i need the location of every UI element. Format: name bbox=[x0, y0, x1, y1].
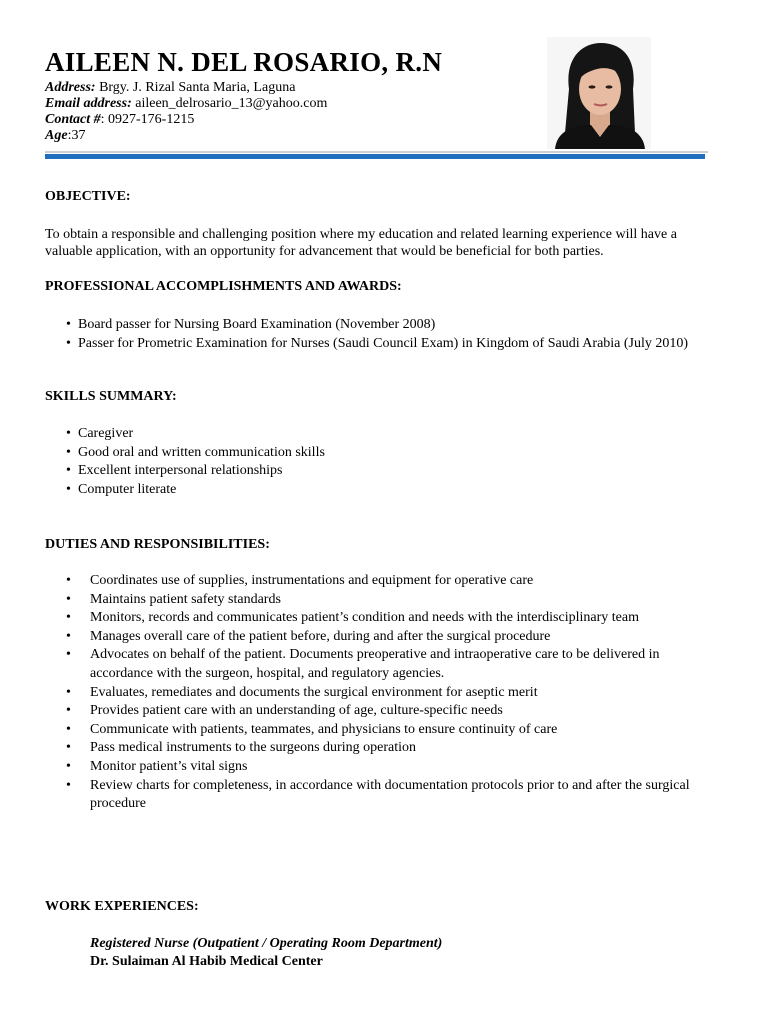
list-item bbox=[66, 628, 716, 647]
duty-text: Advocates on behalf of the patient. Documents preoperative and intraoperative care to be delivered in accordance with the surgeon, hospital, and regulatory agencies. bbox=[90, 647, 660, 681]
skill-text: Excellent interpersonal relationships bbox=[78, 463, 283, 478]
list-item bbox=[66, 591, 716, 610]
list-item bbox=[66, 425, 716, 444]
list-item bbox=[66, 462, 716, 481]
bullet-icon: • bbox=[66, 610, 71, 626]
duty-text: Monitors, records and communicates patient’s condition and needs with the interdisciplinary team bbox=[90, 610, 639, 626]
bullet-icon: • bbox=[66, 684, 71, 700]
skills-list bbox=[66, 425, 716, 499]
accomplishment-text: Passer for Prometric Examination for Nurses (Saudi Council Exam) in Kingdom of Saudi Arabia (July 2010) bbox=[78, 335, 689, 351]
bullet-icon: • bbox=[66, 444, 71, 460]
bullet-icon: • bbox=[66, 777, 71, 793]
profile-photo bbox=[547, 37, 651, 149]
profile-photo-portrait bbox=[547, 37, 651, 149]
duty-text: Provides patient care with an understanding of age, culture-specific needs bbox=[90, 703, 503, 719]
list-item bbox=[66, 684, 716, 703]
accomplishments-list bbox=[66, 316, 716, 353]
list-item bbox=[66, 572, 716, 591]
bullet-icon: • bbox=[66, 740, 71, 756]
list-item bbox=[66, 702, 716, 721]
duty-text: Coordinates use of supplies, instrumentations and equipment for operative care bbox=[90, 573, 534, 588]
email-label: Email address: bbox=[45, 96, 132, 111]
bullet-icon: • bbox=[66, 481, 71, 497]
job-title: Registered Nurse (Outpatient / Operating Room Department) bbox=[90, 936, 443, 951]
list-item bbox=[66, 739, 716, 758]
age-label: Age bbox=[45, 128, 68, 143]
contact-label: Contact # bbox=[45, 112, 101, 127]
duty-text: Manages overall care of the patient before, during and after the surgical procedure bbox=[90, 628, 551, 644]
bullet-icon: • bbox=[66, 335, 71, 351]
contact-value: : 0927-176-1215 bbox=[100, 112, 195, 127]
accomplishments-heading: PROFESSIONAL ACCOMPLISHMENTS AND AWARDS: bbox=[45, 279, 402, 294]
bullet-icon: • bbox=[66, 758, 71, 774]
bullet-icon: • bbox=[66, 703, 71, 719]
work-heading: WORK EXPERIENCES: bbox=[45, 899, 199, 914]
bullet-icon: • bbox=[66, 628, 71, 644]
age-row bbox=[45, 128, 327, 144]
bullet-icon: • bbox=[66, 463, 71, 478]
objective-heading: OBJECTIVE: bbox=[45, 189, 131, 204]
duty-text: Pass medical instruments to the surgeons during operation bbox=[90, 740, 416, 756]
bullet-icon: • bbox=[66, 573, 71, 588]
list-item bbox=[66, 609, 716, 628]
accomplishment-text: Board passer for Nursing Board Examination (November 2008) bbox=[78, 317, 436, 332]
employer-name: Dr. Sulaiman Al Habib Medical Center bbox=[90, 954, 323, 969]
bullet-icon: • bbox=[66, 591, 71, 607]
email-row bbox=[45, 96, 327, 112]
skill-text: Good oral and written communication skills bbox=[78, 444, 325, 460]
job-block bbox=[90, 935, 442, 971]
address-row bbox=[45, 80, 327, 96]
duty-text: Evaluates, remediates and documents the surgical environment for aseptic merit bbox=[90, 684, 538, 700]
objective-text: To obtain a responsible and challenging position where my education and related learning experience will have a valuable application, with an opportunity for advancement that would be beneficial for both parties. bbox=[45, 227, 677, 259]
list-item bbox=[66, 481, 716, 500]
duties-list bbox=[66, 572, 716, 814]
duty-text: Review charts for completeness, in accordance with documentation protocols prior to and after the surgical procedure bbox=[90, 777, 690, 812]
duty-text: Monitor patient’s vital signs bbox=[90, 758, 248, 774]
duty-text: Maintains patient safety standards bbox=[90, 591, 281, 607]
list-item bbox=[66, 316, 716, 335]
list-item bbox=[66, 777, 716, 814]
skill-text: Computer literate bbox=[78, 481, 177, 497]
duties-heading: DUTIES AND RESPONSIBILITIES: bbox=[45, 537, 270, 552]
skill-text: Caregiver bbox=[78, 426, 134, 441]
skills-heading: SKILLS SUMMARY: bbox=[45, 389, 177, 404]
bullet-icon: • bbox=[66, 647, 71, 663]
applicant-name: AILEEN N. DEL ROSARIO, R.N bbox=[45, 47, 443, 77]
list-item bbox=[66, 444, 716, 463]
list-item bbox=[66, 646, 716, 683]
bullet-icon: • bbox=[66, 721, 71, 737]
address-value: Brgy. J. Rizal Santa Maria, Laguna bbox=[95, 80, 296, 95]
duty-text: Communicate with patients, teammates, and physicians to ensure continuity of care bbox=[90, 721, 558, 737]
contact-number-row bbox=[45, 112, 327, 128]
list-item bbox=[66, 335, 716, 354]
bullet-icon: • bbox=[66, 426, 71, 441]
contact-block bbox=[45, 80, 327, 144]
bullet-icon: • bbox=[66, 317, 71, 332]
header-divider bbox=[45, 154, 705, 159]
address-label: Address: bbox=[45, 80, 96, 95]
header-divider-shadow bbox=[45, 151, 708, 153]
list-item bbox=[66, 758, 716, 777]
email-value: aileen_delrosario_13@yahoo.com bbox=[131, 96, 328, 111]
age-value: :37 bbox=[67, 128, 86, 143]
list-item bbox=[66, 721, 716, 740]
